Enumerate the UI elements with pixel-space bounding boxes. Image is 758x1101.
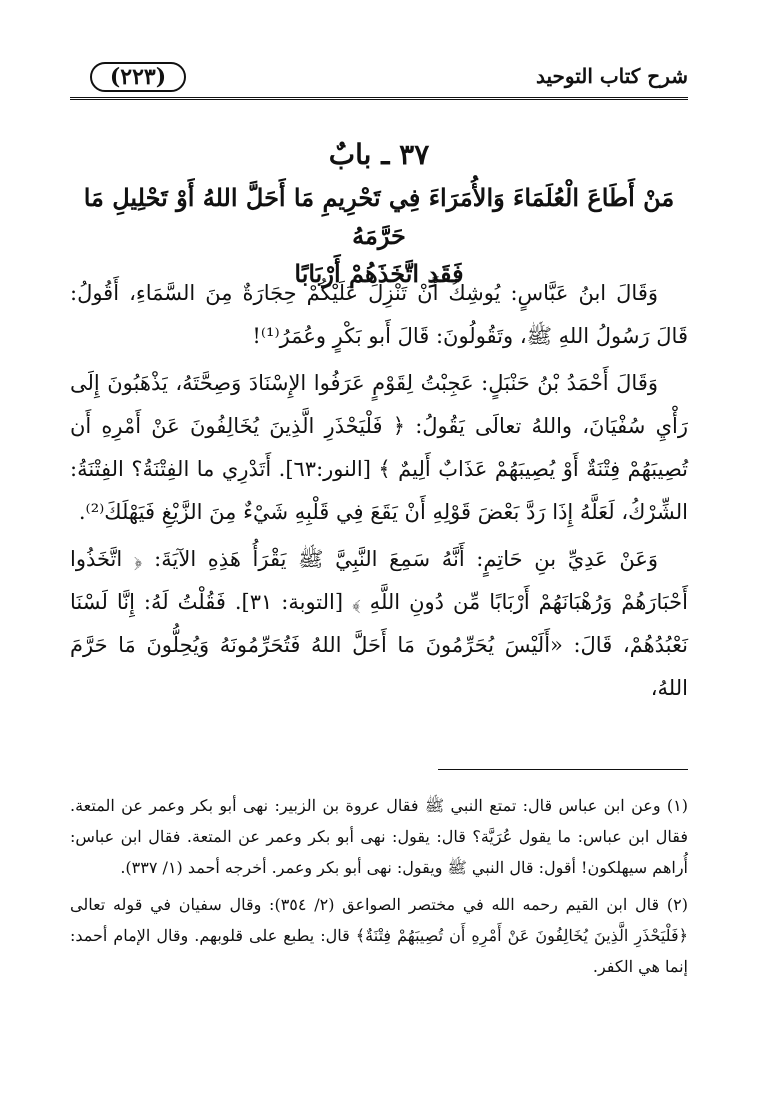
page-header — [70, 58, 688, 100]
chapter-title-line1: مَنْ أَطَاعَ الْعُلَمَاءَ وَالأُمَرَاءَ فِي تَحْرِيمِ مَا أَحَلَّ اللهُ أَوْ تَحْلِيلِ مَا حَرَّمَهُ — [83, 183, 675, 250]
chapter-number: ٣٧ ـ بابٌ — [328, 138, 430, 171]
paragraph-ahmad: وَقَالَ أَحْمَدُ بْنُ حَنْبَلٍ: عَجِبْتُ لِقَوْمٍ عَرَفُوا الإِسْنَادَ وَصِحَّتَهُ، يَذْهَبُونَ إِلَى رَأْيِ سُفْيَانَ، واللهُ تعالَى يَقُولُ: ﴿ فَلْيَحْذَرِ الَّذِينَ يُخَالِفُونَ عَنْ أَمْرِهِ أَن تُصِيبَهُمْ فِتْنَةٌ أَوْ يُصِيبَهُمْ عَذَابٌ أَلِيمٌ ﴾ [النور:٦٣]. أَتَدْرِي ما الفِتْنَةُ؟ الفِتْنَةُ: الشِّرْكُ، لَعَلَّهُ إِذَا رَدَّ بَعْضَ قَوْلِهِ أَنْ يَقَعَ فِي قَلْبِهِ شَيْءٌ مِنَ الزَّيْغِ فَيَهْلَكَ⁽²⁾. — [70, 371, 689, 524]
footnote-1: (١) وعن ابن عباس قال: تمتع النبي ﷺ فقال عروة بن الزبير: نهى أبو بكر وعمر عن المتعة. فقال ابن عباس: ما يقول عُرَيَّة؟ قال: يقول: نهى أبو بكر وعمر عن المتعة. فقال ابن عباس: أُراهم سيهلكون! أقول: قال النبي ﷺ ويقول: نهى أبو بكر وعمر. أخرجه أحمد (١/ ٣٣٧). — [70, 796, 688, 877]
footnotes — [70, 790, 688, 988]
footnote-2: (٢) قال ابن القيم رحمه الله في مختصر الصواعق (٢/ ٣٥٤): وقال سفيان في قوله تعالى ﴿فَلْيَحْذَرِ الَّذِينَ يُخَالِفُونَ عَنْ أَمْرِهِ أَن تُصِيبَهُمْ فِتْنَةٌ﴾ قال: يطبع على قلوبهم. وقال الإمام أحمد: إنما هي الكفر. — [70, 895, 689, 976]
chapter-heading — [60, 135, 698, 293]
header-divider — [70, 97, 688, 100]
paragraph-ibn-abbas: وَقَالَ ابنُ عَبَّاسٍ: يُوشِكُ أَنْ تَنْزِلَ عَلَيْكُمْ حِجَارَةٌ مِنَ السَّمَاءِ، أَقُولُ: قَالَ رَسُولُ اللهِ ﷺ، وتَقُولُونَ: قَالَ أَبو بَكْرٍ وعُمَرُ⁽¹⁾! — [70, 281, 688, 348]
footnote-divider — [438, 769, 688, 770]
page-number: (٢٢٣) — [90, 62, 186, 92]
book-title: شرح كتاب التوحيد — [535, 64, 688, 88]
paragraph-adi: وَعَنْ عَدِيِّ بنِ حَاتِمٍ: أَنَّهُ سَمِعَ النَّبِيَّ ﷺ يَقْرَأُ هَذِهِ الآيَةَ: ﴿ اتَّخَذُوا أَحْبَارَهُمْ وَرُهْبَانَهُمْ أَرْبَابًا مِّن دُونِ اللَّهِ ﴾ [التوبة: ٣١]. فَقُلْتُ لَهُ: إِنَّا لَسْنَا نَعْبُدُهُمْ، قَالَ: «أَلَيْسَ يُحَرِّمُونَ مَا أَحَلَّ اللهُ فَتُحَرِّمُونَهُ وَيُحِلُّونَ مَا حَرَّمَ اللهُ، — [70, 547, 689, 700]
chapter-title-line2: فَقَدِ اتَّخَذَهُمْ أَرْبَابًا — [294, 259, 464, 288]
main-text — [70, 272, 688, 714]
